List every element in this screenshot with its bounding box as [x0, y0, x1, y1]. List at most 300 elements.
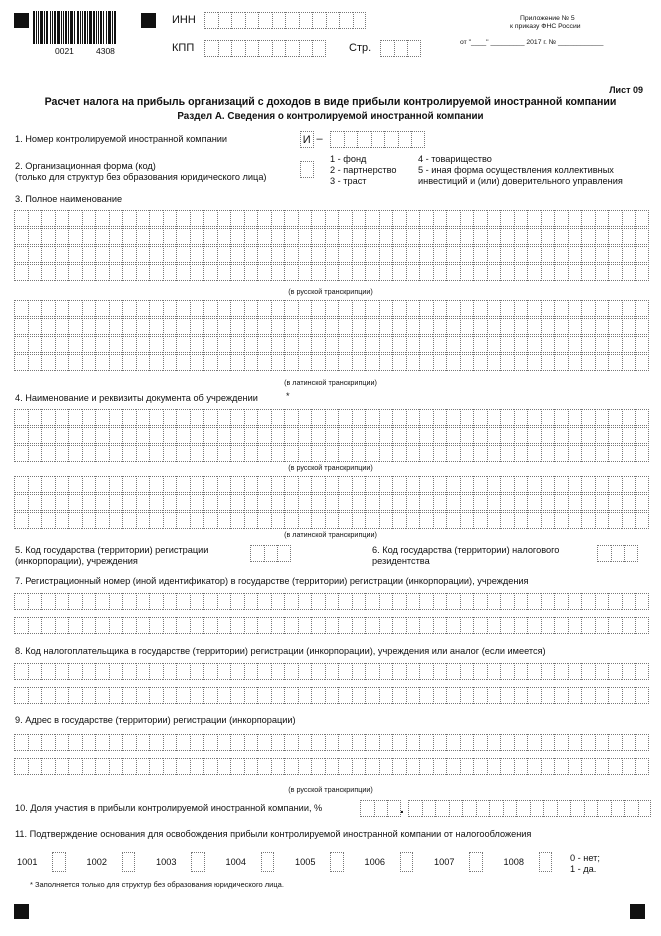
input-cell[interactable] [14, 228, 28, 245]
input-cell[interactable] [284, 228, 298, 245]
field11-checkbox-1003[interactable] [191, 852, 205, 872]
input-cell[interactable] [500, 318, 514, 335]
input-cell[interactable] [217, 336, 231, 353]
input-cell[interactable] [41, 427, 55, 444]
field4-lat-row[interactable] [14, 494, 649, 511]
input-cell[interactable] [622, 210, 636, 227]
input-cell[interactable] [581, 687, 595, 704]
input-cell[interactable] [581, 354, 595, 371]
input-cell[interactable] [500, 758, 514, 775]
input-cell[interactable] [581, 318, 595, 335]
input-cell[interactable] [527, 445, 541, 462]
input-cell[interactable] [514, 318, 528, 335]
input-cell[interactable] [527, 210, 541, 227]
input-cell[interactable] [473, 264, 487, 281]
input-cell[interactable] [554, 246, 568, 263]
input-cell[interactable] [68, 210, 82, 227]
input-cell[interactable] [554, 476, 568, 493]
input-cell[interactable] [230, 300, 244, 317]
input-cell[interactable] [608, 687, 622, 704]
input-cell[interactable] [326, 12, 340, 29]
input-cell[interactable] [581, 734, 595, 751]
input-cell[interactable] [460, 354, 474, 371]
input-cell[interactable] [284, 687, 298, 704]
input-cell[interactable] [325, 246, 339, 263]
input-cell[interactable] [365, 336, 379, 353]
input-cell[interactable] [244, 494, 258, 511]
input-cell[interactable] [82, 663, 96, 680]
input-cell[interactable] [608, 617, 622, 634]
input-cell[interactable] [244, 687, 258, 704]
input-cell[interactable] [379, 758, 393, 775]
input-cell[interactable] [298, 476, 312, 493]
input-cell[interactable] [487, 512, 501, 529]
input-cell[interactable] [433, 663, 447, 680]
input-cell[interactable] [446, 427, 460, 444]
input-cell[interactable] [245, 12, 259, 29]
input-cell[interactable] [298, 300, 312, 317]
input-cell[interactable] [203, 354, 217, 371]
input-cell[interactable] [365, 228, 379, 245]
input-cell[interactable] [149, 264, 163, 281]
input-cell[interactable] [28, 494, 42, 511]
input-cell[interactable] [527, 264, 541, 281]
input-cell[interactable] [379, 734, 393, 751]
input-cell[interactable] [365, 409, 379, 426]
input-cell[interactable] [190, 427, 204, 444]
input-cell[interactable] [554, 210, 568, 227]
input-cell[interactable] [365, 758, 379, 775]
input-cell[interactable] [217, 663, 231, 680]
input-cell[interactable] [460, 264, 474, 281]
input-cell[interactable] [449, 800, 463, 817]
input-cell[interactable] [473, 617, 487, 634]
input-cell[interactable] [257, 617, 271, 634]
input-cell[interactable] [122, 228, 136, 245]
input-cell[interactable] [55, 427, 69, 444]
input-cell[interactable] [163, 300, 177, 317]
field4-ru-row[interactable] [14, 409, 649, 426]
input-cell[interactable] [14, 354, 28, 371]
input-cell[interactable] [394, 40, 408, 57]
input-cell[interactable] [554, 445, 568, 462]
input-cell[interactable] [460, 246, 474, 263]
input-cell[interactable] [203, 734, 217, 751]
input-cell[interactable] [284, 264, 298, 281]
input-cell[interactable] [635, 734, 649, 751]
input-cell[interactable] [557, 800, 571, 817]
input-cell[interactable] [230, 593, 244, 610]
input-cell[interactable] [203, 427, 217, 444]
input-cell[interactable] [298, 318, 312, 335]
input-cell[interactable] [554, 264, 568, 281]
input-cell[interactable] [136, 228, 150, 245]
input-cell[interactable] [190, 354, 204, 371]
input-cell[interactable] [163, 210, 177, 227]
input-cell[interactable] [635, 228, 649, 245]
input-cell[interactable] [608, 336, 622, 353]
input-cell[interactable] [217, 445, 231, 462]
input-cell[interactable] [446, 476, 460, 493]
input-cell[interactable] [460, 318, 474, 335]
input-cell[interactable] [500, 476, 514, 493]
input-cell[interactable] [258, 40, 272, 57]
input-cell[interactable] [230, 663, 244, 680]
input-cell[interactable] [230, 264, 244, 281]
input-cell[interactable] [95, 663, 109, 680]
input-cell[interactable] [406, 246, 420, 263]
input-cell[interactable] [284, 734, 298, 751]
input-cell[interactable] [68, 427, 82, 444]
field4-ru-row[interactable] [14, 445, 649, 462]
input-cell[interactable] [203, 264, 217, 281]
input-cell[interactable] [109, 409, 123, 426]
input-cell[interactable] [622, 354, 636, 371]
input-cell[interactable] [338, 476, 352, 493]
input-cell[interactable] [392, 336, 406, 353]
input-cell[interactable] [352, 210, 366, 227]
input-cell[interactable] [554, 228, 568, 245]
input-cell[interactable] [272, 12, 286, 29]
input-cell[interactable] [109, 264, 123, 281]
input-cell[interactable] [595, 354, 609, 371]
input-cell[interactable] [122, 476, 136, 493]
input-cell[interactable] [149, 336, 163, 353]
input-cell[interactable] [191, 852, 205, 872]
input-cell[interactable] [622, 663, 636, 680]
input-cell[interactable] [446, 663, 460, 680]
input-cell[interactable] [581, 512, 595, 529]
input-cell[interactable] [514, 336, 528, 353]
input-cell[interactable] [109, 210, 123, 227]
input-cell[interactable] [264, 545, 278, 562]
input-cell[interactable] [446, 617, 460, 634]
input-cell[interactable] [176, 264, 190, 281]
input-cell[interactable] [568, 617, 582, 634]
input-cell[interactable] [379, 409, 393, 426]
input-cell[interactable] [597, 800, 611, 817]
input-cell[interactable] [284, 300, 298, 317]
input-cell[interactable] [68, 476, 82, 493]
input-cell[interactable] [446, 228, 460, 245]
input-cell[interactable] [299, 40, 313, 57]
input-cell[interactable] [217, 246, 231, 263]
input-cell[interactable] [217, 409, 231, 426]
input-cell[interactable] [365, 264, 379, 281]
input-cell[interactable] [311, 687, 325, 704]
input-cell[interactable] [257, 758, 271, 775]
input-cell[interactable] [635, 409, 649, 426]
field2-code-input[interactable] [300, 161, 314, 178]
input-cell[interactable] [419, 409, 433, 426]
input-cell[interactable] [109, 228, 123, 245]
input-cell[interactable] [176, 228, 190, 245]
input-cell[interactable] [433, 210, 447, 227]
input-cell[interactable] [568, 336, 582, 353]
input-cell[interactable] [568, 264, 582, 281]
input-cell[interactable] [568, 663, 582, 680]
input-cell[interactable] [230, 228, 244, 245]
input-cell[interactable] [638, 800, 652, 817]
input-cell[interactable] [271, 617, 285, 634]
input-cell[interactable] [568, 734, 582, 751]
input-cell[interactable] [149, 494, 163, 511]
input-cell[interactable] [433, 336, 447, 353]
input-cell[interactable] [365, 617, 379, 634]
input-cell[interactable] [419, 318, 433, 335]
input-cell[interactable] [514, 687, 528, 704]
input-cell[interactable] [258, 12, 272, 29]
input-cell[interactable] [392, 476, 406, 493]
input-cell[interactable] [406, 663, 420, 680]
input-cell[interactable] [55, 228, 69, 245]
input-cell[interactable] [217, 758, 231, 775]
input-cell[interactable] [136, 300, 150, 317]
input-cell[interactable] [398, 131, 412, 148]
input-cell[interactable] [527, 512, 541, 529]
input-cell[interactable] [41, 476, 55, 493]
input-cell[interactable] [311, 264, 325, 281]
input-cell[interactable] [392, 228, 406, 245]
input-cell[interactable] [311, 494, 325, 511]
input-cell[interactable] [14, 512, 28, 529]
input-cell[interactable] [392, 687, 406, 704]
input-cell[interactable] [387, 800, 401, 817]
input-cell[interactable] [635, 336, 649, 353]
input-cell[interactable] [581, 445, 595, 462]
input-cell[interactable] [109, 427, 123, 444]
input-cell[interactable] [28, 512, 42, 529]
input-cell[interactable] [176, 617, 190, 634]
input-cell[interactable] [163, 264, 177, 281]
input-cell[interactable] [109, 734, 123, 751]
input-cell[interactable] [230, 512, 244, 529]
input-cell[interactable] [460, 228, 474, 245]
input-cell[interactable] [460, 758, 474, 775]
input-cell[interactable] [473, 687, 487, 704]
input-cell[interactable] [271, 300, 285, 317]
input-cell[interactable] [608, 512, 622, 529]
input-cell[interactable] [487, 409, 501, 426]
input-cell[interactable] [406, 409, 420, 426]
input-cell[interactable] [338, 318, 352, 335]
input-cell[interactable] [312, 12, 326, 29]
input-cell[interactable] [568, 687, 582, 704]
input-cell[interactable] [136, 318, 150, 335]
input-cell[interactable] [203, 687, 217, 704]
input-cell[interactable] [500, 246, 514, 263]
input-cell[interactable] [608, 758, 622, 775]
input-cell[interactable] [14, 476, 28, 493]
input-cell[interactable] [136, 445, 150, 462]
input-cell[interactable] [527, 409, 541, 426]
input-cell[interactable] [446, 264, 460, 281]
input-cell[interactable] [149, 228, 163, 245]
input-cell[interactable] [554, 593, 568, 610]
input-cell[interactable] [500, 210, 514, 227]
input-cell[interactable] [271, 228, 285, 245]
input-cell[interactable] [298, 663, 312, 680]
input-cell[interactable] [244, 512, 258, 529]
input-cell[interactable] [163, 663, 177, 680]
input-cell[interactable] [203, 617, 217, 634]
input-cell[interactable] [379, 445, 393, 462]
input-cell[interactable] [541, 318, 555, 335]
input-cell[interactable] [487, 494, 501, 511]
input-cell[interactable] [406, 734, 420, 751]
input-cell[interactable] [325, 445, 339, 462]
input-cell[interactable] [433, 228, 447, 245]
input-cell[interactable] [136, 687, 150, 704]
input-cell[interactable] [311, 336, 325, 353]
input-cell[interactable] [446, 318, 460, 335]
input-cell[interactable] [487, 264, 501, 281]
input-cell[interactable] [109, 617, 123, 634]
input-cell[interactable] [231, 40, 245, 57]
input-cell[interactable] [14, 663, 28, 680]
input-cell[interactable] [325, 512, 339, 529]
input-cell[interactable] [68, 593, 82, 610]
input-cell[interactable] [446, 593, 460, 610]
field11-checkbox-1004[interactable] [261, 852, 275, 872]
input-cell[interactable] [68, 318, 82, 335]
input-cell[interactable] [176, 734, 190, 751]
input-cell[interactable] [460, 687, 474, 704]
input-cell[interactable] [203, 336, 217, 353]
input-cell[interactable] [392, 512, 406, 529]
input-cell[interactable] [541, 264, 555, 281]
input-cell[interactable] [190, 445, 204, 462]
input-cell[interactable] [473, 734, 487, 751]
input-cell[interactable] [433, 354, 447, 371]
input-cell[interactable] [635, 512, 649, 529]
input-cell[interactable] [244, 445, 258, 462]
input-cell[interactable] [338, 409, 352, 426]
input-cell[interactable] [95, 336, 109, 353]
input-cell[interactable] [257, 687, 271, 704]
input-cell[interactable] [284, 476, 298, 493]
input-cell[interactable] [500, 617, 514, 634]
input-cell[interactable] [379, 427, 393, 444]
input-cell[interactable] [406, 300, 420, 317]
input-cell[interactable] [68, 758, 82, 775]
input-cell[interactable] [230, 476, 244, 493]
input-cell[interactable] [298, 758, 312, 775]
input-cell[interactable] [338, 246, 352, 263]
input-cell[interactable] [136, 427, 150, 444]
input-cell[interactable] [122, 246, 136, 263]
input-cell[interactable] [419, 687, 433, 704]
input-cell[interactable] [203, 663, 217, 680]
input-cell[interactable] [419, 246, 433, 263]
input-cell[interactable] [257, 318, 271, 335]
input-cell[interactable] [28, 336, 42, 353]
input-cell[interactable] [122, 687, 136, 704]
input-cell[interactable] [433, 445, 447, 462]
input-cell[interactable] [176, 300, 190, 317]
input-cell[interactable] [68, 734, 82, 751]
input-cell[interactable] [624, 800, 638, 817]
input-cell[interactable] [379, 246, 393, 263]
input-cell[interactable] [41, 734, 55, 751]
input-cell[interactable] [257, 409, 271, 426]
input-cell[interactable] [446, 300, 460, 317]
input-cell[interactable] [541, 228, 555, 245]
input-cell[interactable] [568, 300, 582, 317]
input-cell[interactable] [541, 246, 555, 263]
input-cell[interactable] [190, 300, 204, 317]
input-cell[interactable] [379, 300, 393, 317]
input-cell[interactable] [554, 494, 568, 511]
input-cell[interactable] [82, 476, 96, 493]
input-cell[interactable] [352, 494, 366, 511]
input-cell[interactable] [325, 427, 339, 444]
input-cell[interactable] [446, 445, 460, 462]
input-cell[interactable] [311, 427, 325, 444]
input-cell[interactable] [595, 687, 609, 704]
input-cell[interactable] [163, 734, 177, 751]
input-cell[interactable] [541, 336, 555, 353]
input-cell[interactable] [379, 336, 393, 353]
input-cell[interactable] [55, 512, 69, 529]
input-cell[interactable] [284, 593, 298, 610]
input-cell[interactable] [353, 12, 367, 29]
input-cell[interactable] [622, 593, 636, 610]
input-cell[interactable] [325, 228, 339, 245]
input-cell[interactable] [14, 758, 28, 775]
input-cell[interactable] [407, 40, 421, 57]
input-cell[interactable] [14, 246, 28, 263]
input-cell[interactable] [271, 494, 285, 511]
field8-row[interactable] [14, 687, 649, 704]
input-cell[interactable] [365, 512, 379, 529]
input-cell[interactable] [433, 427, 447, 444]
input-cell[interactable] [608, 246, 622, 263]
input-cell[interactable] [541, 354, 555, 371]
input-cell[interactable] [622, 300, 636, 317]
input-cell[interactable] [230, 427, 244, 444]
input-cell[interactable] [635, 617, 649, 634]
input-cell[interactable] [392, 445, 406, 462]
input-cell[interactable] [541, 445, 555, 462]
input-cell[interactable] [217, 264, 231, 281]
input-cell[interactable] [500, 663, 514, 680]
input-cell[interactable] [95, 734, 109, 751]
input-cell[interactable] [514, 494, 528, 511]
input-cell[interactable] [352, 300, 366, 317]
input-cell[interactable] [568, 512, 582, 529]
input-cell[interactable] [203, 476, 217, 493]
input-cell[interactable] [163, 228, 177, 245]
field4-lat-row[interactable] [14, 476, 649, 493]
input-cell[interactable] [245, 40, 259, 57]
input-cell[interactable] [352, 427, 366, 444]
input-cell[interactable] [244, 409, 258, 426]
input-cell[interactable] [28, 617, 42, 634]
input-cell[interactable] [371, 131, 385, 148]
input-cell[interactable] [379, 593, 393, 610]
input-cell[interactable] [190, 617, 204, 634]
input-cell[interactable] [298, 494, 312, 511]
input-cell[interactable] [330, 852, 344, 872]
input-cell[interactable] [487, 758, 501, 775]
field4-lat-row[interactable] [14, 512, 649, 529]
input-cell[interactable] [608, 445, 622, 462]
input-cell[interactable] [541, 409, 555, 426]
input-cell[interactable] [541, 617, 555, 634]
input-cell[interactable] [352, 264, 366, 281]
input-cell[interactable] [473, 494, 487, 511]
